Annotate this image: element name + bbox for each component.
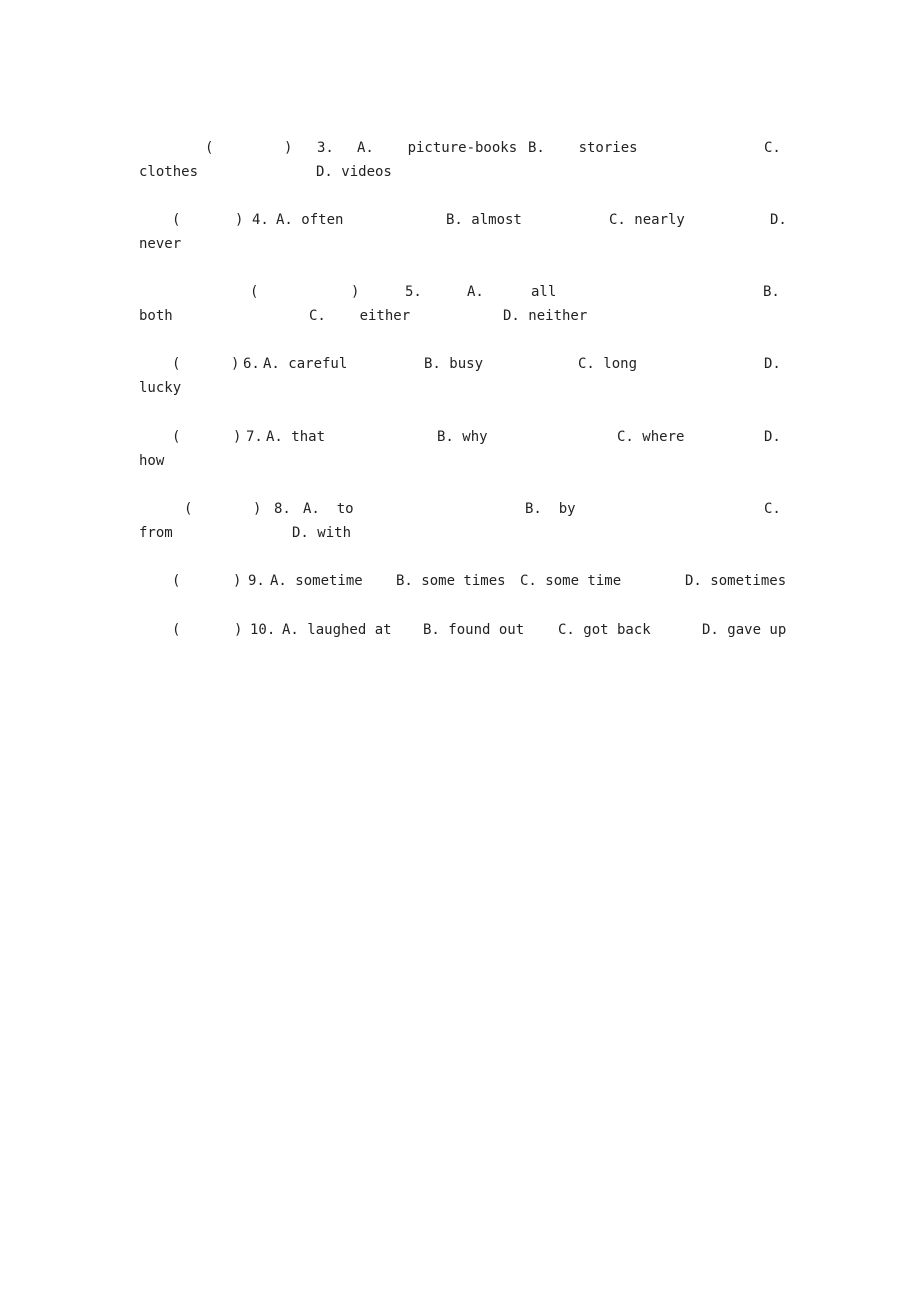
option-d: D. with xyxy=(292,525,352,541)
question-number: 10. xyxy=(250,622,276,638)
option-b: B. some times xyxy=(396,573,506,589)
question-9-line xyxy=(0,571,920,591)
question-3-line-1 xyxy=(0,138,920,158)
answer-blank-close: ) xyxy=(233,429,242,445)
question-8-line-2 xyxy=(0,523,920,543)
answer-blank-close: ) xyxy=(231,356,240,372)
answer-blank-open: ( xyxy=(184,501,193,517)
option-b-text: both xyxy=(139,308,173,324)
answer-blank-open: ( xyxy=(172,429,181,445)
answer-blank-open: ( xyxy=(172,622,181,638)
option-c: C. nearly xyxy=(609,212,685,228)
option-d: D. sometimes xyxy=(685,573,787,589)
option-a: A. sometime xyxy=(270,573,363,589)
question-4-line-2 xyxy=(0,234,920,254)
option-d-label: D. xyxy=(764,429,781,445)
answer-blank-close: ) xyxy=(351,284,360,300)
option-b-label: B. xyxy=(763,284,780,300)
answer-blank-open: ( xyxy=(205,140,214,156)
question-number: 6. xyxy=(243,356,260,372)
option-a: A. that xyxy=(266,429,326,445)
answer-blank-open: ( xyxy=(250,284,259,300)
answer-blank-close: ) xyxy=(233,573,242,589)
option-a: A. to xyxy=(303,501,354,517)
option-a: A. laughed at xyxy=(282,622,392,638)
option-d-label: D. xyxy=(770,212,787,228)
answer-blank-open: ( xyxy=(172,356,181,372)
answer-blank-close: ) xyxy=(253,501,262,517)
option-c-label: C. xyxy=(764,501,781,517)
option-c: C. got back xyxy=(558,622,651,638)
question-number: 4. xyxy=(252,212,269,228)
option-b: B. by xyxy=(525,501,576,517)
question-6-line-1 xyxy=(0,354,920,374)
option-b: B. almost xyxy=(446,212,522,228)
option-d-label: D. xyxy=(764,356,781,372)
option-c: C. some time xyxy=(520,573,622,589)
option-b: B. stories xyxy=(528,140,638,156)
question-number: 9. xyxy=(248,573,265,589)
question-6-line-2 xyxy=(0,378,920,398)
question-5-line-2 xyxy=(0,306,920,326)
option-d: D. videos xyxy=(316,164,392,180)
answer-blank-close: ) xyxy=(234,622,243,638)
option-a-text: all xyxy=(531,284,557,300)
option-a-label: A. xyxy=(467,284,484,300)
option-a: A. picture-books xyxy=(357,140,518,156)
question-10-line xyxy=(0,620,920,640)
answer-blank-close: ) xyxy=(284,140,293,156)
option-c-text: clothes xyxy=(139,164,199,180)
question-7-line-2 xyxy=(0,451,920,471)
answer-blank-open: ( xyxy=(172,573,181,589)
option-d-text: never xyxy=(139,236,182,252)
question-number: 8. xyxy=(274,501,291,517)
option-c-label: C. xyxy=(764,140,781,156)
option-d-text: lucky xyxy=(139,380,182,396)
option-a: A. careful xyxy=(263,356,348,372)
option-d: D. neither xyxy=(503,308,588,324)
option-a: A. often xyxy=(276,212,344,228)
question-7-line-1 xyxy=(0,427,920,447)
question-4-line-1 xyxy=(0,210,920,230)
answer-blank-close: ) xyxy=(235,212,244,228)
option-b: B. found out xyxy=(423,622,525,638)
option-c: C. long xyxy=(578,356,638,372)
question-5-line-1 xyxy=(0,282,920,302)
option-b: B. why xyxy=(437,429,488,445)
option-d-text: how xyxy=(139,453,165,469)
option-c: C. where xyxy=(617,429,685,445)
question-number: 3. xyxy=(317,140,334,156)
option-d: D. gave up xyxy=(702,622,787,638)
option-b: B. busy xyxy=(424,356,484,372)
question-8-line-1 xyxy=(0,499,920,519)
question-number: 7. xyxy=(246,429,263,445)
question-number: 5. xyxy=(405,284,422,300)
option-c-text: from xyxy=(139,525,173,541)
question-3-line-2 xyxy=(0,162,920,182)
answer-blank-open: ( xyxy=(172,212,181,228)
option-c: C. either xyxy=(309,308,411,324)
